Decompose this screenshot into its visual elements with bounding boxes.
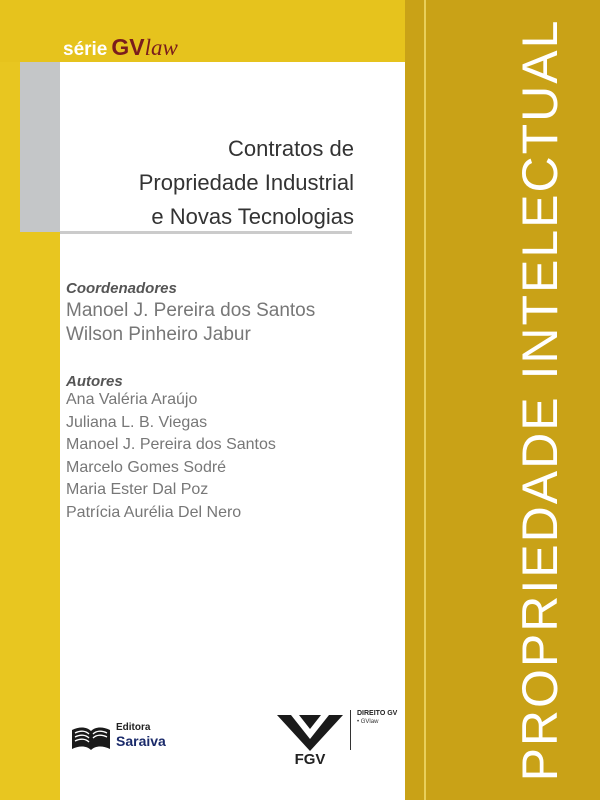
spine-band (405, 0, 600, 800)
authors-label: Autores (66, 373, 123, 390)
title-divider (60, 231, 352, 234)
series-brand-gv: GV (111, 34, 145, 60)
author-name: Juliana L. B. Viegas (66, 413, 208, 431)
series-prefix: série (63, 39, 108, 60)
title-line: e Novas Tecnologias (151, 204, 354, 229)
fgv-logo (277, 711, 343, 773)
publisher-line2: Saraiva (116, 733, 166, 749)
spine-title: PROPRIEDADE INTELECTUAL (512, 18, 568, 782)
spine-highlight-line (424, 0, 426, 800)
publisher-line1: Editora (116, 722, 151, 733)
direito-line1: DIREITO GV (357, 710, 398, 717)
author-name: Patrícia Aurélia Del Nero (66, 503, 242, 521)
fgv-name: FGV (294, 751, 326, 768)
title-line: Contratos de (228, 136, 354, 161)
series-logo (63, 34, 178, 61)
author-name: Marcelo Gomes Sodré (66, 458, 227, 476)
author-name: Manoel J. Pereira dos Santos (66, 436, 276, 453)
direito-line2: • GVlaw (357, 719, 379, 725)
top-color-bar (0, 0, 405, 62)
direito-gv-logo (350, 710, 397, 750)
coordinators-list (66, 299, 315, 347)
coordinators-label: Coordenadores (66, 280, 177, 297)
book-title (34, 132, 354, 234)
open-book-icon (70, 722, 112, 752)
coordinator-name: Wilson Pinheiro Jabur (66, 324, 251, 345)
author-name: Ana Valéria Araújo (66, 391, 198, 408)
series-brand-law: law (144, 35, 178, 60)
title-line: Propriedade Industrial (138, 170, 354, 195)
fgv-chevron-icon (277, 711, 343, 751)
coordinator-name: Manoel J. Pereira dos Santos (66, 300, 316, 321)
author-name: Maria Ester Dal Poz (66, 481, 209, 498)
authors-list (66, 389, 276, 524)
